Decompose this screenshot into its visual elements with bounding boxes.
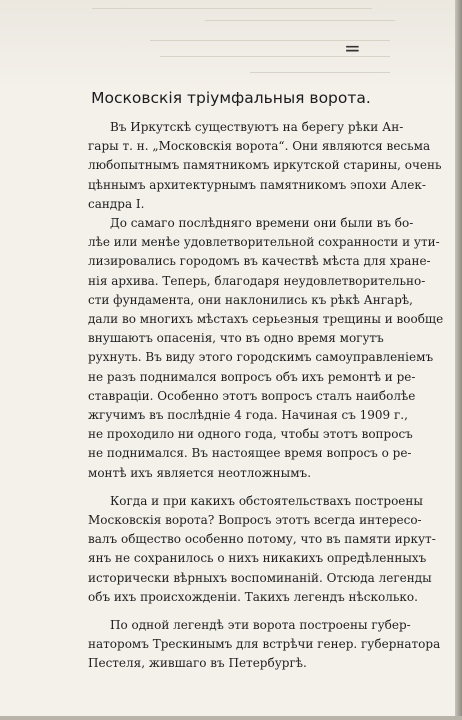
text-line: валъ общество особенно потому, что въ памяти иркут-	[88, 532, 436, 547]
show-through-text	[0, 0, 462, 92]
text-line: нія архива. Теперь, благодаря неудовлетворительно-	[88, 273, 426, 288]
text-line: внушаютъ опасенія, что въ одно время могутъ	[88, 331, 384, 346]
text-line: рухнуть. Въ виду этого городскимъ самоуправленіемъ	[88, 350, 434, 365]
text-line: цѣннымъ архитектурнымъ памятникомъ эпохи Алек-	[88, 177, 426, 192]
text-line: дали во многихъ мѣстахъ серьезныя трещины и вообще	[88, 312, 444, 327]
page-bottom-edge	[0, 716, 462, 720]
text-line: Въ Иркутскѣ существуютъ на берегу рѣки Ан-	[110, 120, 404, 134]
text-line: лѣе или менѣе удовлетворительной сохранности и ути-	[88, 235, 440, 250]
text-line: не проходило ни одного года, чтобы этотъ вопросъ	[88, 427, 413, 442]
text-line: не поднимался. Въ настоящее время вопросъ о ре-	[88, 446, 412, 461]
text-line: Пестеля, жившаго въ Петербургѣ.	[88, 656, 307, 671]
text-line: жгучимъ въ послѣдніе 4 года. Начиная съ 1909 г.,	[88, 408, 408, 423]
text-line: сти фундамента, они наклонились къ рѣкѣ Ангарѣ,	[88, 292, 413, 307]
text-line: сандра I.	[88, 196, 145, 211]
text-line: лизировались городомъ въ качествѣ мѣста для хране-	[88, 254, 431, 269]
text-line: ставраціи. Особенно этотъ вопросъ сталъ наиболѣе	[88, 388, 416, 403]
text-line: объ ихъ происхожденіи. Такихъ легендъ нѣсколько.	[88, 589, 418, 604]
text-line: исторически вѣрныхъ воспоминаній. Отсюда легенды	[88, 570, 432, 585]
text-line: Когда и при какихъ обстоятельствахъ построены	[110, 493, 423, 508]
text-line: До самаго послѣдняго времени они были въ бо-	[110, 216, 414, 231]
text-line: Московскія ворота? Вопросъ этотъ всегда интересо-	[88, 513, 422, 528]
text-line: монтѣ ихъ является неотложнымъ.	[88, 465, 312, 480]
text-line: янъ не сохранилось о нихъ никакихъ опредѣленныхъ	[88, 551, 427, 566]
text-line: не разъ поднимался вопросъ объ ихъ ремонтѣ и ре-	[88, 369, 416, 384]
text-line: наторомъ Трескинымъ для встрѣчи генер. губернатора	[88, 637, 441, 652]
text-line: любопытнымъ памятникомъ иркутской старины, очень	[88, 158, 442, 173]
page-mark: =	[344, 36, 361, 60]
text-line: гары т. н. „Московскія ворота“. Они являются весьма	[88, 139, 431, 154]
text-line: По одной легендѣ эти ворота построены губер-	[110, 618, 411, 633]
page-binding-shadow	[455, 0, 462, 720]
body-text	[88, 118, 444, 674]
page-title: Московскія тріумфальныя ворота.	[91, 89, 371, 107]
